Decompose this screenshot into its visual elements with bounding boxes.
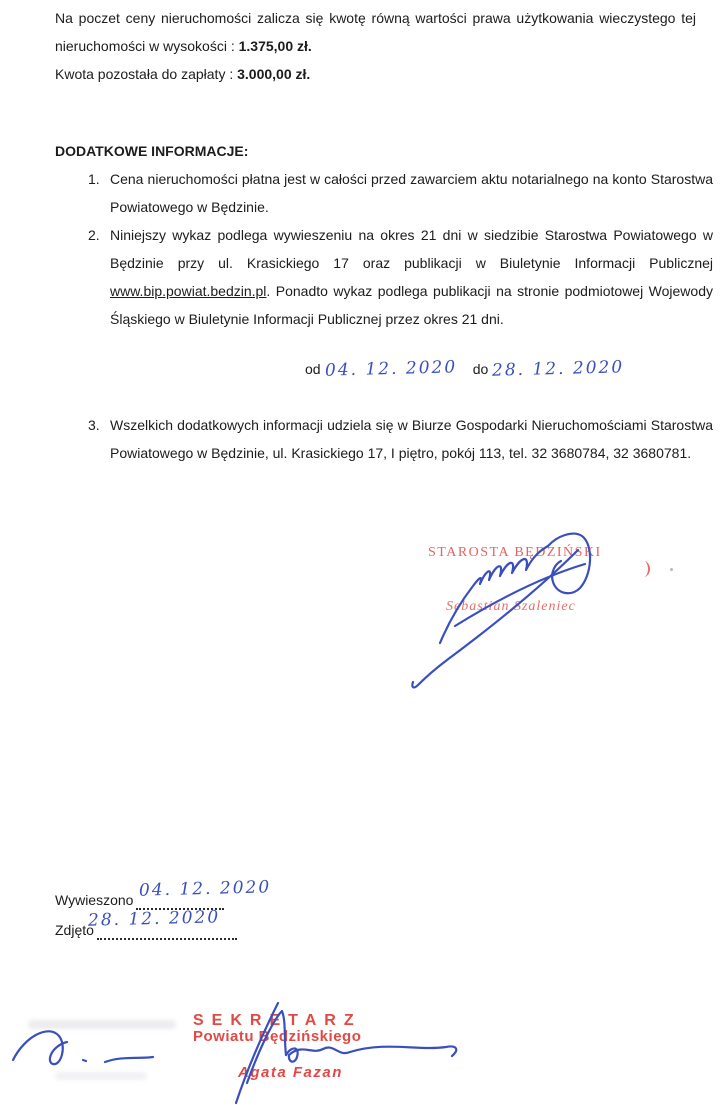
remaining-amount-value: 3.000,00 zł. (237, 66, 311, 82)
speck-mark (670, 568, 673, 571)
list-item-1 (55, 165, 713, 221)
sekretarz-stamp-subtitle: Powiatu Będzińskiego (193, 1028, 362, 1045)
item-2-text-after-link: . Ponadto wykaz podlega publikacji na stronie podmiotowej Wojewody Śląskiego w Biuletynie Informacji Publicznej przez okres 21 dni. (110, 283, 713, 327)
posted-label: Wywieszono (55, 892, 134, 908)
removed-row (55, 907, 237, 940)
list-item-2 (55, 221, 713, 333)
sekretarz-signature (150, 995, 490, 1105)
bip-website-link: www.bip.powiat.bedzin.pl (110, 283, 267, 299)
payment-credit-text: Na poczet ceny nieruchomości zalicza się kwotę równą wartości prawa użytkowania wieczystego tej nieruchomości w wysokości : (55, 10, 696, 54)
starosta-signature (385, 528, 620, 693)
payment-credit-paragraph (55, 4, 713, 60)
period-from-date-handwritten: 04. 12. 2020 (324, 357, 457, 381)
item-2-number: 2. (88, 227, 100, 243)
remaining-amount-text: Kwota pozostała do zapłaty : (55, 66, 238, 82)
posting-block (55, 877, 272, 940)
starosta-stamp-name: Sebastian Szaleniec (446, 599, 576, 614)
removed-date-handwritten: 28. 12. 2020 (87, 907, 221, 931)
period-to-label: do (472, 361, 489, 377)
payment-credit-amount: 1.375,00 zł. (238, 38, 312, 54)
item-1-text: Cena nieruchomości płatna jest w całości przed zawarciem aktu notarialnego na konto Starostwa Powiatowego w Będzinie. (110, 171, 713, 215)
remaining-amount-paragraph (55, 60, 713, 88)
document-body (0, 0, 720, 467)
list-item-3 (55, 411, 713, 467)
item-3-text: Wszelkich dodatkowych informacji udziela się w Biurze Gospodarki Nieruchomościami Starostwa Powiatowego w Będzinie, ul. Krasickiego 17, I piętro, pokój 113, tel. 32 3680784, 32 3680781. (110, 417, 713, 461)
item-1-number: 1. (88, 171, 100, 187)
item-2-text (110, 221, 713, 333)
sekretarz-stamp-name: Agata Fazan (238, 1064, 343, 1081)
removed-label: Zdjęto (55, 922, 94, 938)
paraph-signature (5, 1022, 165, 1082)
display-period-line (305, 355, 713, 383)
starosta-stamp-title: STAROSTA BĘDZIŃSKI (428, 545, 602, 560)
item-2-text-before-link: Niniejszy wykaz podlega wywieszeniu na okres 21 dni w siedzibie Starostwa Powiatowego w Będzinie przy ul. Krasickiego 17 oraz publikacji w Biuletynie Informacji Publicznej (110, 227, 713, 271)
additional-info-heading: DODATKOWE INFORMACJE: (55, 143, 249, 159)
item-3-number: 3. (88, 417, 100, 433)
posted-date-handwritten: 04. 12. 2020 (138, 877, 272, 901)
period-from-label: od (305, 361, 321, 377)
period-to-date-handwritten: 28. 12. 2020 (492, 357, 625, 381)
sekretarz-stamp-title: SEKRETARZ (193, 1012, 362, 1029)
stamp-edge-mark (641, 561, 650, 577)
